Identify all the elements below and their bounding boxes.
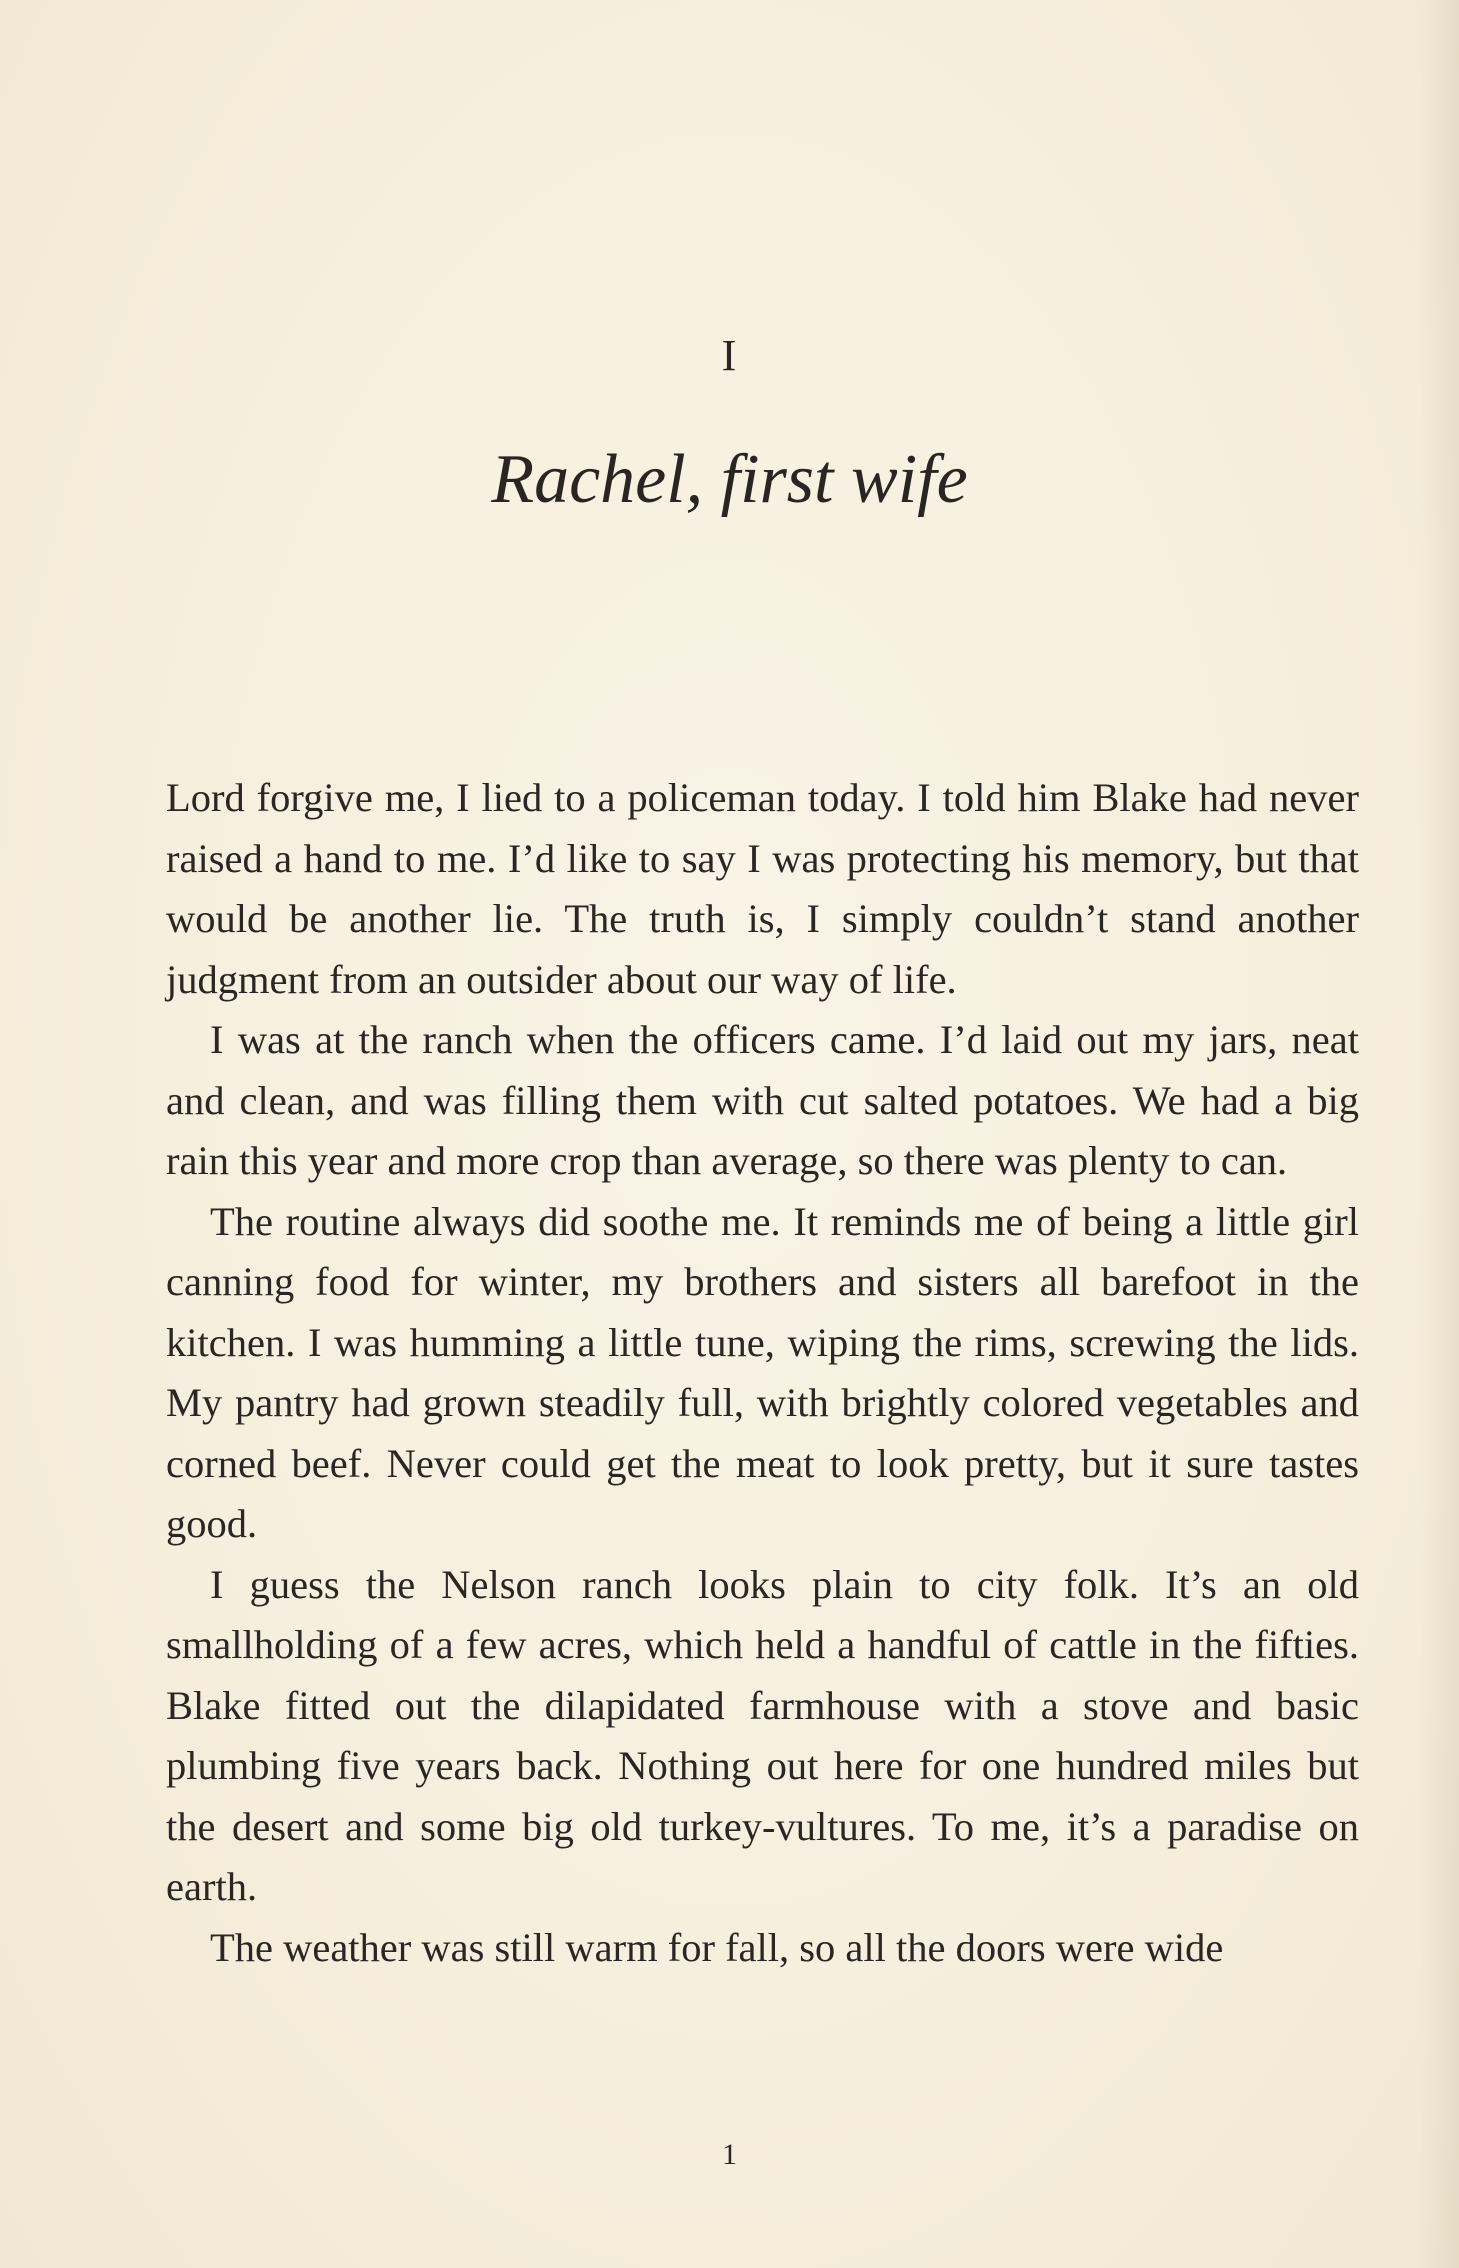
paragraph: Lord forgive me, I lied to a policeman today. I told him Blake had never raised a hand to me. I’d like to say I was protecting his memory, but that would be another lie. The truth is, I simply couldn’t stand another judgment from an outsider about our way of life.	[166, 775, 1359, 1002]
paragraph: I guess the Nelson ranch looks plain to city folk. It’s an old smallholding of a few acres, which held a handful of cattle in the fifties. Blake fitted out the dilapidated farmhouse with a stove and basic plumbing five years back. Nothing out here for one hundred miles but the desert and some big old turkey-vultures. To me, it’s a paradise on earth.	[166, 1561, 1359, 1909]
page-number: 1	[722, 2138, 737, 2171]
paragraph: The weather was still warm for fall, so all the doors were wide	[210, 1924, 1224, 1970]
paragraph: The routine always did soothe me. It reminds me of being a little girl canning food for winter, my brothers and sisters all barefoot in the kitchen. I was humming a little tune, wiping the rims, screwing the lids. My pantry had grown steadily full, with brightly colored vegetables and corned beef. Never could get the meat to look pretty, but it sure tastes good.	[166, 1198, 1359, 1546]
chapter-body	[166, 768, 1359, 1978]
chapter-title: Rachel, first wife	[491, 441, 968, 518]
paragraph: I was at the ranch when the officers came. I’d laid out my jars, neat and clean, and was filling them with cut salted potatoes. We had a big rain this year and more crop than average, so there was plenty to can.	[166, 1017, 1359, 1183]
chapter-number: I	[721, 331, 738, 380]
